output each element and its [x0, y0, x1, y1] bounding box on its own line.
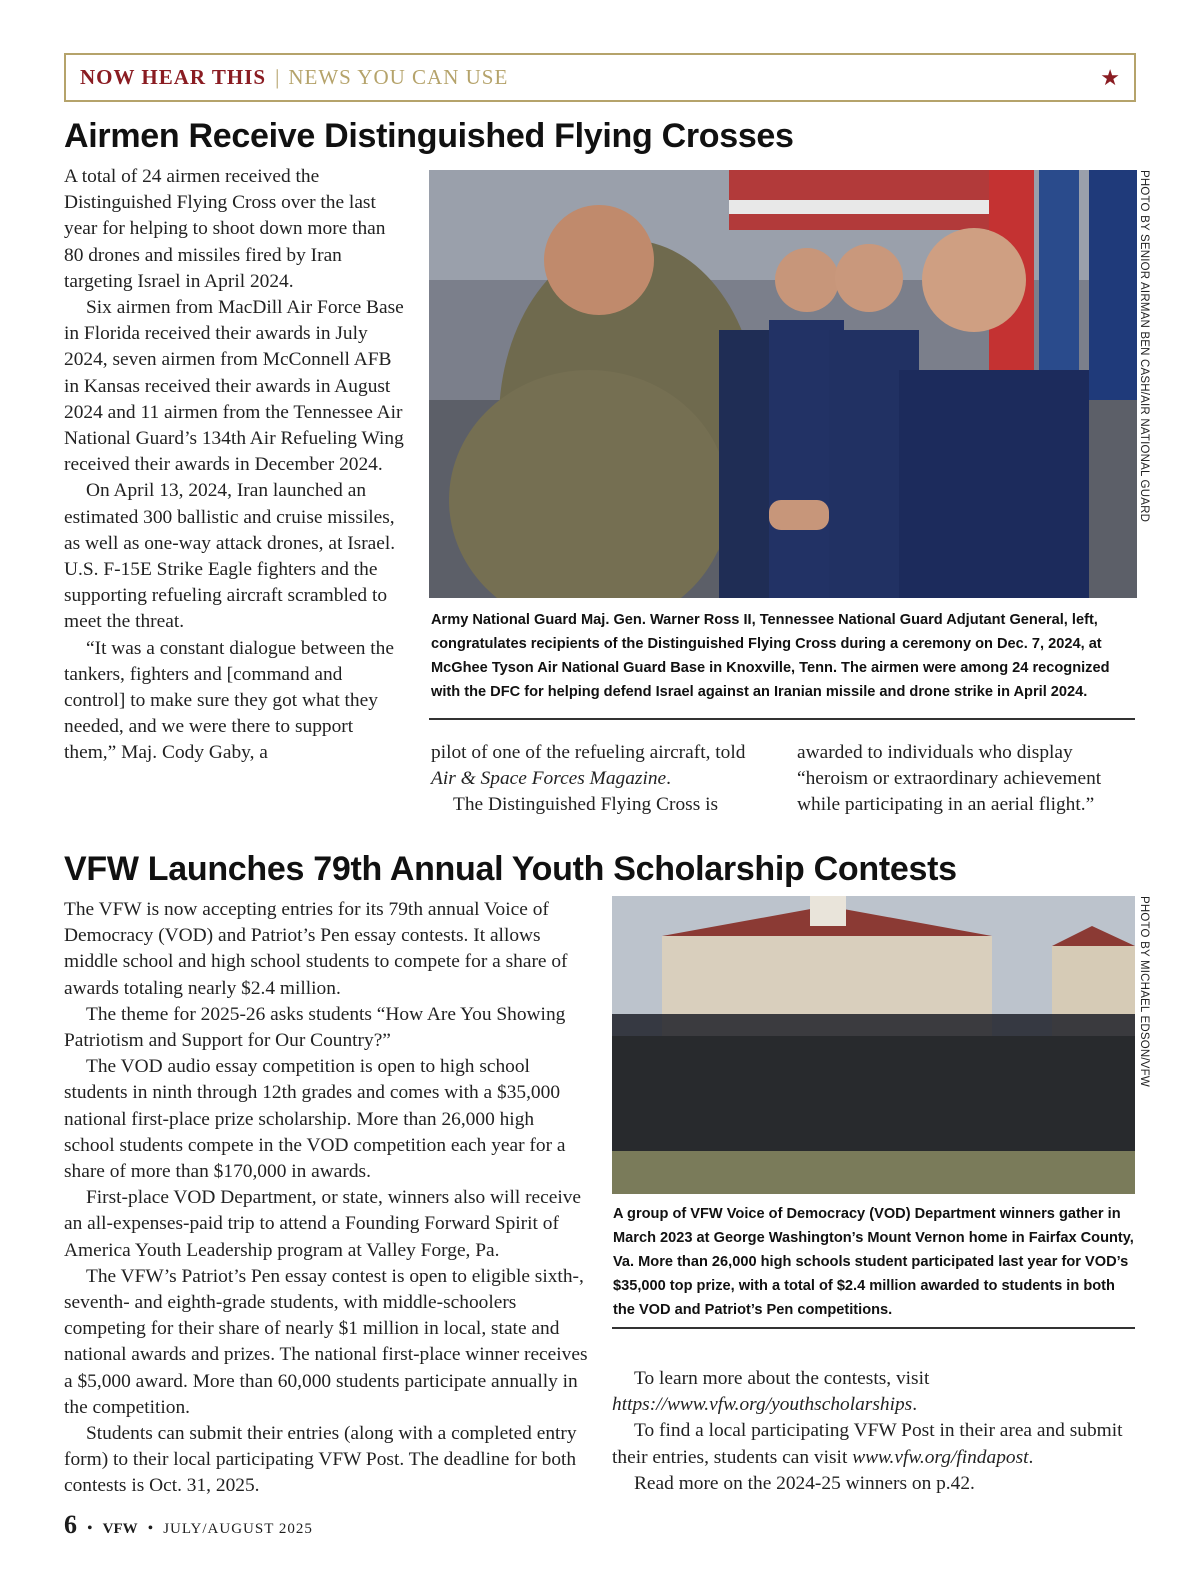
article2-paragraph: Read more on the 2024-25 winners on p.42. — [634, 1472, 975, 1494]
scholarships-link[interactable]: https://www.vfw.org/youthscholarships — [612, 1394, 913, 1416]
article1-paragraph — [431, 740, 771, 792]
article2-paragraph: The VFW is now accepting entries for its 79th annual Voice of Democracy (VOD) and Patriot’s Pen essay contests. It allows middle school and high school students to compete for a share of awards totaling nearly $2.4 million. — [64, 899, 568, 999]
footer-bullet: • — [87, 1520, 93, 1537]
article2-paragraph — [612, 1418, 1137, 1470]
article2-text: To learn more about the contests, visit — [634, 1368, 930, 1389]
article2-paragraph — [612, 1366, 1137, 1418]
article2-paragraph: Students can submit their entries (along with a completed entry form) to their local participating VFW Post. The deadline for both contests is Oct. 31, 2025. — [64, 1423, 577, 1497]
article2-paragraph: The VFW’s Patriot’s Pen essay contest is open to eligible sixth-, seventh- and eighth-grade students, with middle-schoolers competing for their share of nearly $1 million in local, state and national awards and prizes. The national first-place winner receives a $5,000 award. More than 60,000 students participate annually in the competition. — [64, 1265, 588, 1418]
banner-separator: | — [275, 65, 280, 89]
article1-paragraph: A total of 24 airmen received the Distinguished Flying Cross over the last year for helping to shoot down more than 80 drones and missiles fired by Iran targeting Israel in April 2024. — [64, 166, 386, 292]
article1-paragraph: On April 13, 2024, Iran launched an estimated 300 ballistic and cruise missiles, as well as one-way attack drones, at Israel. U.S. F-15E Strike Eagle fighters and the supporting refueling aircraft scrambled to meet the threat. — [64, 480, 396, 633]
photo-caption-2: A group of VFW Voice of Democracy (VOD) Department winners gather in March 2023 at George Washington’s Mount Vernon home in Fairfax County, Va. More than 26,000 high schools student participated last year for VOD’s $35,000 top prize, with a total of $2.4 million awarded to students in both the VOD and Patriot’s Pen competitions. — [613, 1206, 1134, 1318]
photo-credit-1: PHOTO BY SENIOR AIRMAN BEN CASH/AIR NATIONAL GUARD — [1138, 170, 1150, 523]
magazine-name: VFW — [102, 1521, 138, 1537]
caption-divider-1 — [429, 718, 1135, 720]
mount-vernon-photo-image — [612, 896, 1135, 1194]
article1-text: . — [666, 768, 672, 790]
caption-divider-2 — [612, 1327, 1135, 1329]
magazine-title: Air & Space Forces Magazine — [431, 768, 667, 790]
article1-headline: Airmen Receive Distinguished Flying Crosses — [64, 117, 794, 155]
article1-paragraph: Six airmen from MacDill Air Force Base in Florida received their awards in July 2024, seven airmen from McConnell AFB in Kansas received their awards in August 2024 and 11 airmen from the Tennessee Air National Guard’s 134th Air Refueling Wing received their awards in December 2024. — [64, 297, 404, 476]
subsection-label: NEWS YOU CAN USE — [288, 65, 509, 89]
article1-paragraph: The Distinguished Flying Cross is — [453, 794, 719, 816]
article1-text: pilot of one of the refueling aircraft, told — [431, 742, 746, 763]
article2-text: . — [1028, 1446, 1034, 1468]
article2-paragraph: The VOD audio essay competition is open to high school students in ninth through 12th grades and comes with a $35,000 national first-place prize scholarship. More than 26,000 high school students compete in the VOD competition each year for a share of more than $170,000 in awards. — [64, 1056, 566, 1183]
article1-column3 — [797, 740, 1137, 819]
article2-paragraph: First-place VOD Department, or state, winners also will receive an all-expenses-paid trip to attend a Founding Forward Spirit of America Youth Leadership program at Valley Forge, Pa. — [64, 1187, 582, 1261]
photo-caption-1: Army National Guard Maj. Gen. Warner Ross II, Tennessee National Guard Adjutant General, left, congratulates recipients of the Distinguished Flying Cross during a ceremony on Dec. 7, 2024, at McGhee Tyson Air National Guard Base in Knoxville, Tenn. The airmen were among 24 recognized with the DFC for helping defend Israel against an Iranian missile and drone strike in April 2024. — [431, 612, 1110, 700]
article1-column1 — [64, 164, 404, 767]
article1-paragraph: awarded to individuals who display “heroism or extraordinary achievement while participating in an aerial flight.” — [797, 742, 1102, 816]
issue-date: JULY/AUGUST 2025 — [163, 1521, 313, 1537]
footer-bullet: • — [147, 1520, 154, 1537]
section-label: NOW HEAR THIS — [80, 65, 267, 89]
star-icon: ★ — [1100, 64, 1120, 90]
page-footer — [64, 1510, 313, 1540]
findapost-link[interactable]: www.vfw.org/findapost — [852, 1446, 1029, 1468]
article2-column1 — [64, 897, 589, 1500]
photo-credit-2: PHOTO BY MICHAEL EDSON/VFW — [1138, 896, 1150, 1087]
ceremony-photo-image — [429, 170, 1137, 598]
article1-paragraph: “It was a constant dialogue between the tankers, fighters and [command and control] to make sure they got what they needed, and we were there to support them,” Maj. Cody Gaby, a — [64, 637, 394, 764]
article2-paragraph: The theme for 2025-26 asks students “How Are You Showing Patriotism and Support for Our Country?” — [64, 1003, 566, 1052]
page-number: 6 — [64, 1510, 77, 1539]
mount-vernon-photo — [612, 896, 1135, 1194]
article1-column2 — [431, 740, 771, 819]
section-banner — [64, 53, 1136, 102]
article2-text: To find a local participating VFW Post in their area and submit their entries, students can visit — [612, 1420, 1123, 1468]
ceremony-photo — [429, 170, 1137, 598]
article2-headline: VFW Launches 79th Annual Youth Scholarship Contests — [64, 850, 957, 888]
article2-text: . — [912, 1394, 918, 1416]
article2-column2 — [612, 1366, 1137, 1497]
